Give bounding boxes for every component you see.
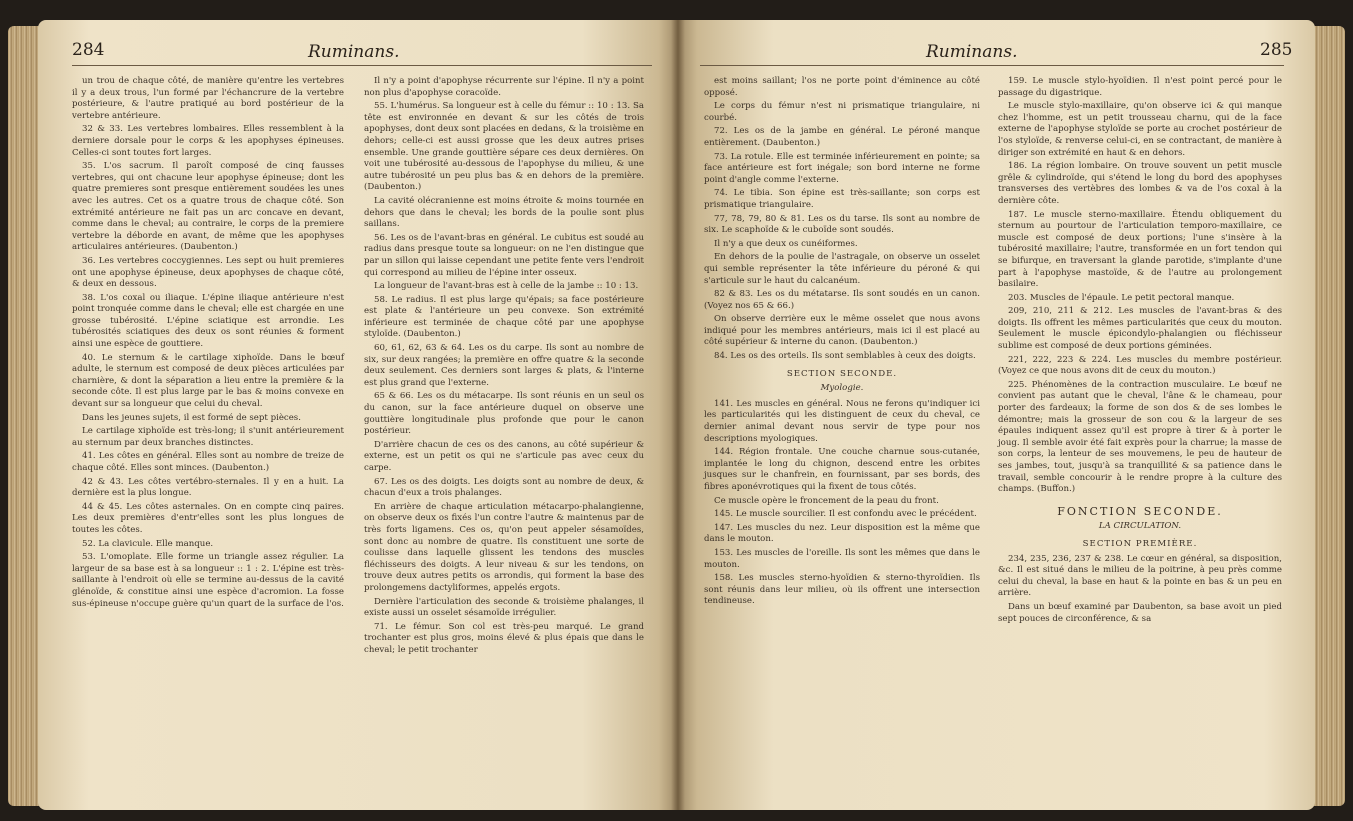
page-number: 284 xyxy=(72,40,105,60)
paragraph: 234, 235, 236, 237 & 238. Le cœur en général, sa disposition, &c. Il est situé dans le milieu de la poitrine, à peu près comme celui du cheval, la base en haut & la pointe en bas & un peu en arrière. xyxy=(998,553,1282,599)
paragraph: 73. La rotule. Elle est terminée inférieurement en pointe; sa face antérieure est fort inégale; son bord interne ne forme point d'angle comme l'externe. xyxy=(704,151,980,185)
right-page xyxy=(678,20,1315,810)
paragraph: 32 & 33. Les vertebres lombaires. Elles ressemblent à la derniere dorsale pour le corps & les apophyses épineuses. Celles-ci sont toutes fort larges. xyxy=(72,124,344,158)
paragraph: 55. L'humérus. Sa longueur est à celle du fémur :: 10 : 13. Sa tête est environnée en devant & sur les côtés de trois apophyses, dont deux sont placées en dedans, & la troisième en dehors; celle-ci est aussi grosse que les deux autres prises ensemble. Une grande gouttière sépare ces deux dernières. On voit une tubérosité au-dessous de l'apophyse du milieu, & une autre tubérosité un peu plus bas & en dehors de la première. (Daubenton.) xyxy=(364,101,644,193)
left-page xyxy=(38,20,678,810)
text-column-left xyxy=(704,76,980,610)
paragraph: 44 & 45. Les côtes asternales. On en compte cinq paires. Les deux premières d'entr'elles sont les plus longues de toutes les côtes. xyxy=(72,501,344,535)
paragraph: Ce muscle opère le froncement de la peau du front. xyxy=(714,495,939,506)
paragraph: 209, 210, 211 & 212. Les muscles de l'avant-bras & des doigts. Ils offrent les mêmes particularités que ceux du mouton. Seulement le muscle épicondylo-phalangien ou fléchisseur sublime est composé de deux portions géminées. xyxy=(998,306,1282,352)
paragraph: 52. La clavicule. Elle manque. xyxy=(82,538,214,549)
paragraph: 82 & 83. Les os du métatarse. Ils sont soudés en un canon. (Voyez nos 65 & 66.) xyxy=(704,289,980,311)
paragraph: 74. Le tibia. Son épine est très-saillante; son corps est prismatique triangulaire. xyxy=(704,188,980,210)
paragraph: Dans les jeunes sujets, il est formé de sept pièces. xyxy=(82,412,301,423)
paragraph: 40. Le sternum & le cartilage xiphoïde. Dans le bœuf adulte, le sternum est composé de deux pièces articulées par charnière, & dont la séparation a lieu entre la première & la seconde côte. Il est plus large par le bas & moins convexe en devant sur sa longueur que celui du cheval. xyxy=(72,352,344,410)
paragraph: 41. Les côtes en général. Elles sont au nombre de treize de chaque côté. Elles sont minces. (Daubenton.) xyxy=(72,451,344,473)
paragraph: Il n'y a point d'apophyse récurrente sur l'épine. Il n'y a point non plus d'apophyse coracoïde. xyxy=(364,76,644,98)
paragraph: La cavité olécranienne est moins étroite & moins tournée en dehors que dans le cheval; les bords de la poulie sont plus saillans. xyxy=(364,195,644,230)
header-rule xyxy=(72,65,652,66)
paragraph: D'arrière chacun de ces os des canons, au côté supérieur & externe, est un petit os qui ne s'articule pas avec ceux du carpe. xyxy=(364,439,644,473)
paragraph: 58. Le radius. Il est plus large qu'épais; sa face postérieure est plate & l'antérieure un peu convexe. Son extrémité inférieure est terminée de chaque côté par une apophyse styloïde. (Daubenton.) xyxy=(364,294,644,340)
paragraph: 147. Les muscles du nez. Leur disposition est la même que dans le mouton. xyxy=(704,522,980,545)
running-head: Ruminans. xyxy=(926,42,1018,62)
paragraph: 84. Les os des orteils. Ils sont semblables à ceux des doigts. xyxy=(714,351,976,362)
paragraph: 186. La région lombaire. On trouve souvent un petit muscle grêle & cylindroïde, qui s'étend le long du bord des apophyses transverses des vertèbres des lombes & va de l'os coxal à la dernière côte. xyxy=(998,161,1282,206)
paragraph: un trou de chaque côté, de manière qu'entre les vertebres il y a deux trous, l'un formé par l'échancrure de la vertebre postérieure, & l'autre pratiqué au bord postérieur de la vertebre antérieure. xyxy=(72,76,344,121)
paragraph: 203. Muscles de l'épaule. Le petit pectoral manque. xyxy=(1008,292,1235,303)
paragraph: En arrière de chaque articulation métacarpo-phalangienne, on observe deux os fixés l'un contre l'autre & maintenus par de très forts ligamens. Ces os, qu'on peut appeler sésamoïdes, sont donc au nombre de quatre. Ils constituent une sorte de coulisse dans laquelle glissent les tendons des muscles fléchisseurs des doigts. A leur niveau & sur les tendons, on trouve deux autres petits os arrondis, qui forment la base des prolongemens dactyliformes, appelés ergots. xyxy=(364,501,644,593)
paragraph: Dans un bœuf examiné par Daubenton, sa base avoit un pied sept pouces de circonférence, & sa xyxy=(998,601,1282,624)
paragraph: 56. Les os de l'avant-bras en général. Le cubitus est soudé au radius dans presque toute sa longueur: on ne l'en distingue que par un sillon qui laisse cependant une petite fente vers l'endroit qui correspond au milieu de l'épine inter osseux. xyxy=(364,232,644,278)
running-head: Ruminans. xyxy=(308,42,400,62)
paragraph: 53. L'omoplate. Elle forme un triangle assez régulier. La largeur de sa base est à sa longueur :: 1 : 2. L'épine est très-saillante à l'endroit où elle se termine au-dessus de la cavité glénoïde, & constitue ainsi une espèce d'acromion. La fosse sus-épineuse n'occupe guère qu'un quart de la surface de l'os. xyxy=(72,552,344,609)
paragraph: Le corps du fémur n'est ni prismatique triangulaire, ni courbé. xyxy=(704,101,980,123)
paragraph: 225. Phénomènes de la contraction musculaire. Le bœuf ne convient pas autant que le cheval, l'âne & le chameau, pour porter des fardeaux; la forme de son dos & de ses lombes le démontre; mais la grosseur de son cou & la largeur de ses épaules indiquent assez qu'il est propre à tirer & à porter le joug. Il semble avoir été fait exprès pour la charrue; la masse de son corps, la lenteur de ses mouvemens, le peu de hauteur de ses jambes, tout, jusqu'à sa tranquillité & sa patience dans le travail, semble concourir à le rendre propre à la culture des champs. (Buffon.) xyxy=(998,379,1282,495)
paragraph: Il n'y a que deux os cunéiformes. xyxy=(714,238,858,249)
paragraph: La longueur de l'avant-bras est à celle de la jambe :: 10 : 13. xyxy=(374,281,639,292)
paragraph: 153. Les muscles de l'oreille. Ils sont les mêmes que dans le mouton. xyxy=(704,547,980,570)
paragraph: En dehors de la poulie de l'astragale, on observe un osselet qui semble représenter la tête inférieure du péroné & qui s'articule sur le haut du calcanéum. xyxy=(704,252,980,286)
page-number: 285 xyxy=(1260,40,1293,60)
function-section: SECTION PREMIÈRE. xyxy=(1082,538,1198,549)
paragraph: est moins saillant; l'os ne porte point d'éminence au côté opposé. xyxy=(704,76,980,98)
paragraph: Dernière l'articulation des seconde & troisième phalanges, il existe aussi un osselet sésamoïde irrégulier. xyxy=(364,596,644,619)
section-title: SECTION SECONDE. xyxy=(786,368,898,379)
function-title: FONCTION SECONDE. xyxy=(1057,504,1223,518)
paragraph: 141. Les muscles en général. Nous ne ferons qu'indiquer ici les particularités qui les distinguent de ceux du cheval, ce dernier animal devant nous servir de type pour nos descriptions myologiques. xyxy=(704,398,980,444)
paragraph: 42 & 43. Les côtes vertébro-sternales. Il y en a huit. La dernière est la plus longue. xyxy=(72,476,344,499)
paragraph: 159. Le muscle stylo-hyoïdien. Il n'est point percé pour le passage du digastrique. xyxy=(998,76,1282,98)
paragraph: On observe derrière eux le même osselet que nous avons indiqué pour les membres antérieurs, mais ici il est placé au côté supérieur & interne du canon. (Daubenton.) xyxy=(704,314,980,348)
paragraph: 38. L'os coxal ou iliaque. L'épine iliaque antérieure n'est point tronquée comme dans le cheval; elle est chargée en une grosse tubérosité. L'épine sciatique est arrondie. Les tubérosités sciatiques des deux os sont réunies & forment ainsi une espèce de gouttiere. xyxy=(72,292,344,350)
paragraph: 65 & 66. Les os du métacarpe. Ils sont réunis en un seul os du canon, sur la face antérieure duquel on observe une gouttière longitudinale plus profonde que pour le canon postérieur. xyxy=(364,391,644,437)
text-column-right xyxy=(998,76,1282,627)
paragraph: 67. Les os des doigts. Les doigts sont au nombre de deux, & chacun d'eux a trois phalanges. xyxy=(364,476,644,499)
open-book xyxy=(8,14,1345,814)
paragraph: 144. Région frontale. Une couche charnue sous-cutanée, implantée le long du chignon, descend entre les orbites jusques sur le chanfrein, en fournissant, par ses bords, des fibres aponévrotiques qui la fixent de tous côtés. xyxy=(704,447,980,492)
paragraph: 145. Le muscle sourcilier. Il est confondu avec le précédent. xyxy=(714,509,977,520)
text-column-right xyxy=(364,76,644,659)
paragraph: 71. Le fémur. Son col est très-peu marqué. Le grand trochanter est plus gros, moins élevé & plus épais que dans le cheval; le petit trochanter xyxy=(364,621,644,655)
function-subtitle: LA CIRCULATION. xyxy=(1098,521,1182,532)
paragraph: 187. Le muscle sterno-maxillaire. Étendu obliquement du sternum au pourtour de l'articulation temporo-maxillaire, ce muscle est composé de deux portions; l'une s'insère à la tubérosité maxillaire; l'autre, transformée en un fort tendon qui se bifurque, en traversant la glande parotide, s'implante d'une part à l'apophyse mastoïde, & de l'autre au prolongement basilaire. xyxy=(998,209,1282,290)
paragraph: 72. Les os de la jambe en général. Le péroné manque entièrement. (Daubenton.) xyxy=(704,126,980,148)
paragraph: 77, 78, 79, 80 & 81. Les os du tarse. Ils sont au nombre de six. Le scaphoïde & le cuboïde sont soudés. xyxy=(704,213,980,236)
paragraph: 158. Les muscles sterno-hyoïdien & sterno-thyroïdien. Ils sont réunis dans leur milieu, où ils offrent une intersection tendineuse. xyxy=(704,573,980,607)
paragraph: Le cartilage xiphoïde est très-long; il s'unit antérieurement au sternum par deux branches distinctes. xyxy=(72,426,344,448)
paragraph: 35. L'os sacrum. Il paroît composé de cinq fausses vertebres, qui ont chacune leur apophyse épineuse; dont les quatre premieres sont presque entièrement soudées les unes avec les autres. Cet os a quatre trous de chaque côté. Son extrémité antérieure ne fait pas un arc concave en devant, comme dans le cheval; au contraire, le corps de la premiere vertebre la déborde en avant, de même que les apophyses articulaires antérieures. (Daubenton.) xyxy=(72,161,344,253)
book-gutter xyxy=(671,20,685,810)
paragraph: 60, 61, 62, 63 & 64. Les os du carpe. Ils sont au nombre de six, sur deux rangées; la première en offre quatre & la seconde deux seulement. Ces derniers sont larges & plats, & l'interne est plus grand que l'externe. xyxy=(364,343,644,388)
paragraph: 36. Les vertebres coccygiennes. Les sept ou huit premieres ont une apophyse épineuse, deux apophyses de chaque côté, & deux en dessous. xyxy=(72,255,344,290)
section-subtitle: Myologie. xyxy=(820,383,864,394)
header-rule xyxy=(700,65,1284,66)
paragraph: 221, 222, 223 & 224. Les muscles du membre postérieur. (Voyez ce que nous avons dit de ceux du mouton.) xyxy=(998,354,1282,377)
paragraph: Le muscle stylo-maxillaire, qu'on observe ici & qui manque chez l'homme, est un petit trousseau charnu, qui de la face externe de l'apophyse styloïde se porte au crochet postérieur de l'os styloïde, & renverse celui-ci, en se contractant, de manière à diriger son extrémité en haut & en dehors. xyxy=(998,101,1282,158)
text-column-left xyxy=(72,76,344,612)
